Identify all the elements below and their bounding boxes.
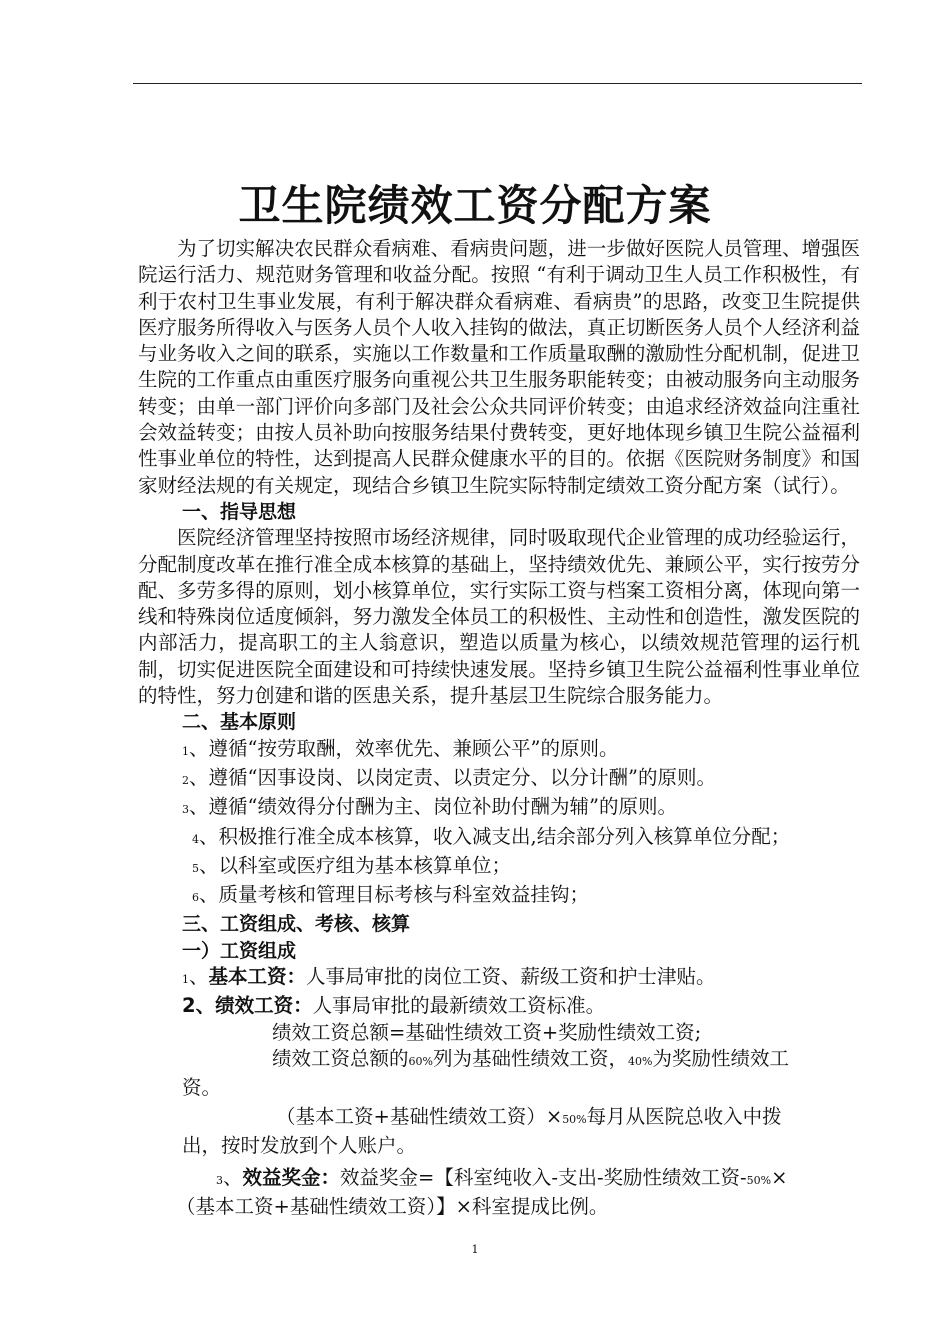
list-item: 5、以科室或医疗组为基本核算单位； xyxy=(192,853,512,877)
guiding-thought-paragraph: 医院经济管理坚持按照市场经济规律，同时吸取现代企业管理的成功经验运行，分配制度改革在推行准全成本核算的基础上，坚持绩效优先、兼顾公平，实行按劳分配、多劳多得的原则，划小核算单位，实行实际工资与档案工资相分离，体现向第一线和特殊岗位适度倾斜，努力激发全体员工的积极性、主动性和创造性，激发医院的内部活力，提高职工的主人翁意识，塑造以质量为核心，以绩效规范管理的运行机制，切实促进医院全面建设和可持续快速发展。坚持乡镇卫生院公益福利性事业单位的特性，努力创建和谐的医患关系，提升基层卫生院综合服务能力。 xyxy=(138,526,860,708)
list-item: 1、遵循“按劳取酬，效率优先、兼顾公平”的原则。 xyxy=(182,736,619,760)
list-item: 4、积极推行准全成本核算，收入减支出,结余部分列入核算单位分配； xyxy=(192,824,791,848)
page-number: 1 xyxy=(471,1243,479,1256)
header-rule xyxy=(133,83,862,84)
formula-split-cont: 资。 xyxy=(182,1076,222,1100)
bonus-item: 3、效益奖金：效益奖金=【科室纯收入-支出-奖励性绩效工资-50%× xyxy=(216,1166,788,1190)
document-body xyxy=(138,236,860,1221)
subsection-heading-wage-composition: 一）工资组成 xyxy=(182,939,297,962)
bonus-item-cont: （基本工资+基础性绩效工资）】×科室提成比例。 xyxy=(176,1195,609,1219)
formula-split: 绩效工资总额的60%列为基础性绩效工资，40%为奖励性绩效工 xyxy=(272,1046,789,1070)
section-heading-basic-principles: 二、基本原则 xyxy=(182,711,297,734)
section-heading-guiding-thought: 一、指导思想 xyxy=(182,500,297,523)
principles-list xyxy=(138,736,860,912)
basic-wage-item: 1、基本工资：人事局审批的岗位工资、薪级工资和护士津贴。 xyxy=(182,965,716,989)
document-title: 卫生院绩效工资分配方案 xyxy=(238,181,712,230)
formula-allocation-cont: 出，按时发放到个人账户。 xyxy=(182,1133,417,1157)
formula-allocation: （基本工资+基础性绩效工资）×50%每月从医院总收入中拨 xyxy=(276,1104,782,1128)
section-heading-wage-composition: 三、工资组成、考核、核算 xyxy=(182,913,411,936)
intro-paragraph: 为了切实解决农民群众看病难、看病贵问题，进一步做好医院人员管理、增强医院运行活力、规范财务管理和收益分配。按照 “有利于调动卫生人员工作积极性，有利于农村卫生事业发展，有利于解决群众看病难、看病贵”的思路，改变卫生院提供医疗服务所得收入与医务人员个人收入挂钩的做法，真正切断医务人员个人经济利益与业务收入之间的联系，实施以工作数量和工作质量取酬的激励性分配机制，促进卫生院的工作重点由重医疗服务向重视公共卫生服务职能转变；由被动服务向主动服务转变；由单一部门评价向多部门及社会公众共同评价转变；由追求经济效益向注重社会效益转变；由按人员补助向按服务结果付费转变，更好地体现乡镇卫生院公益福利性事业单位的特性，达到提高人民群众健康水平的目的。依据《医院财务制度》和国家财经法规的有关规定，现结合乡镇卫生院实际特制定绩效工资分配方案（试行）。 xyxy=(138,237,860,497)
performance-wage-item: 2、绩效工资：人事局审批的最新绩效工资标准。 xyxy=(182,994,606,1018)
formula-total: 绩效工资总额=基础性绩效工资+奖励性绩效工资; xyxy=(272,1020,702,1044)
list-item: 3、遵循“绩效得分付酬为主、岗位补助付酬为辅”的原则。 xyxy=(182,795,677,819)
list-item: 6、质量考核和管理目标考核与科室效益挂钩； xyxy=(192,883,590,907)
list-item: 2、遵循“因事设岗、以岗定责、以责定分、以分计酬”的原则。 xyxy=(182,765,716,789)
